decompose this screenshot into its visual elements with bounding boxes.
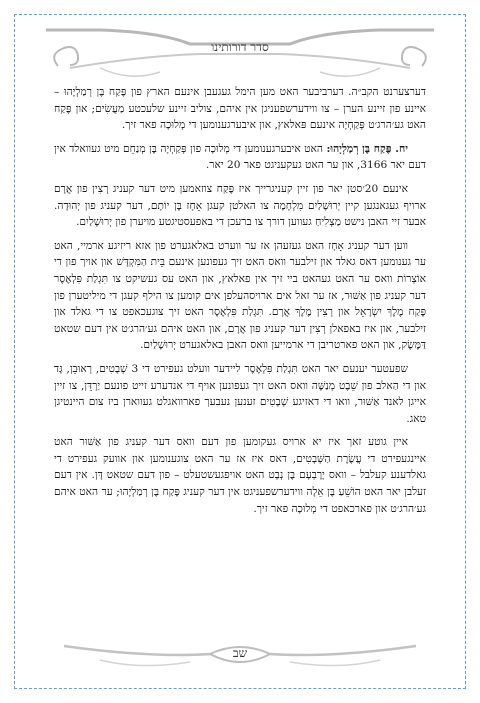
section-heading: יח. פֶּקַח בֶּן רְמַלְיָהוּ: xyxy=(326,142,408,155)
paragraph-1: דערצערנט הקב״ה. דערביבער האט מען הימל געגעבן אינעם הארץ פון פֶּקַח בֶּן רְמַלְיָהוּ – איינע פון זיינע הערן – צו ווידערשפעניגן אין איהם, צוליב זיינע שלעכטע מַעֲשִׂים; און פֶּקַח האט גע׳הרג׳ט פְּקַחְיָה אינעם פּאלאץ, און איבערגענומען די מְלוּכָה פאר זיך. xyxy=(54,86,426,132)
paragraph-3: אינעם 20׳סטן יאר פון זיין קעניגרייך איז פֶּקַח צוזאמען מיט דער קעניג רְצִין פון אֲרָם ארויף געגאנגען קיין יְרוּשָׁלַיִם מִלְחָמָה צו האלטן קעגן אָחָז בֶּן יוֹתָם, דער קעניג פון יְהוּדָה. אבער זיי האבן נישט מַצְלִיחַ געווען דורך צו ברעכן די באפעסטיגטע מויערן פון יְרוּשָׁלַיִם. xyxy=(54,182,426,229)
paragraph-6: איין גוטע זאך איז יא ארויס געקומען פון דעם וואס דער קעניג פון אַשּׁוּר האט איינגעפירט די עֲשֶׂרֶת הַשְּׁבָטִים, דאס איז אז ער האט צוגענומען און אוועק געפירט די גאלדענע קעלבל – וואס יָרָבְעָם בֶּן נְבָט האט אויפגעשטעלט – פון דעם שטאט דָּן. אין דעם זעלבן יאר האט הוֹשֵׁעַ בֶּן אֵלָה ווידערשפעניגט אין דער קעניג פֶּקַח בֶּן רְמַלְיָהוּ; ער האט איהם גע׳הרג׳ט און פארכאפט די מְלוּכָה פאר זיך. xyxy=(54,436,426,515)
page-number: שב xyxy=(232,646,248,660)
body-text xyxy=(54,84,426,662)
paragraph-2 xyxy=(54,141,426,174)
paragraph-5: שפעטער יענעם יאר האט תִּגְלַת פִּלְאֶסֶר ליידער וועלט געפירט די 3 שְׁבָטִים, רְאוּבֵן, גָּד און די הַאלב פון שֵׁבֶט מְנַשֶּׁה וואס האט זיך געפונען אויף די אנדערע זייט פונעם יַרְדֵּן, צו זיין אייגן לאנד אַשּׁוּר, וואו די דאזיגע שְׁבָטִים זענען נעבעך פארוואגלט געווארן ביז צום היינטיגן טאג. xyxy=(54,362,426,425)
paragraph-4: ווען דער קעניג אָחָז האט געזעהן אז ער ווערט באלאגערט פון אזא ריזיגע ארמיי, האט ער גענומען דאס גאלד און זילבער וואס האט זיך געפונען אינעם בֵּית הַמִּקְדָּשׁ און אויך פון די אוֹצְרוֹת וואס ער האט געהאט ביי זיך אין פאלאץ, און האט עס געשיקט צו תִּגְלַת פִּלְאֶסֶר דער קעניג פון אַשּׁוּר, אז ער זאל אים ארויסהעלפן אים קומען צו הילף קעגן די מיליטערן פון פֶּקַח מֶלֶךְ יִשְׂרָאֵל און רְצִין מֶלֶךְ אֲרָם. תִּגְלַת פִּלְאֶסֶר האט זיך צוגעכאפט צו די גאלד און זילבער, און איז באפאלן רְצִין דער קעניג פון אֲרָם, און האט איהם גע׳הרג׳ט אין דעם שטאט דַּמֶּשֶׂק, און האט פארטריבן די ארמייען וואס האבן באלאגערט יְרוּשָׁלַיִם. xyxy=(54,239,426,352)
running-header-title: סדר דורותינו xyxy=(211,40,269,54)
header-ornament xyxy=(40,24,440,86)
paragraph-2-text: האט איבערגענומען די מְלוּכָה פון פְּקַחְיָה בֶּן מְנַחֵם מיט געוואלד אין דעם יאר 3166, און ער האט געקעניגט פאר 20 יאר. xyxy=(54,142,426,172)
